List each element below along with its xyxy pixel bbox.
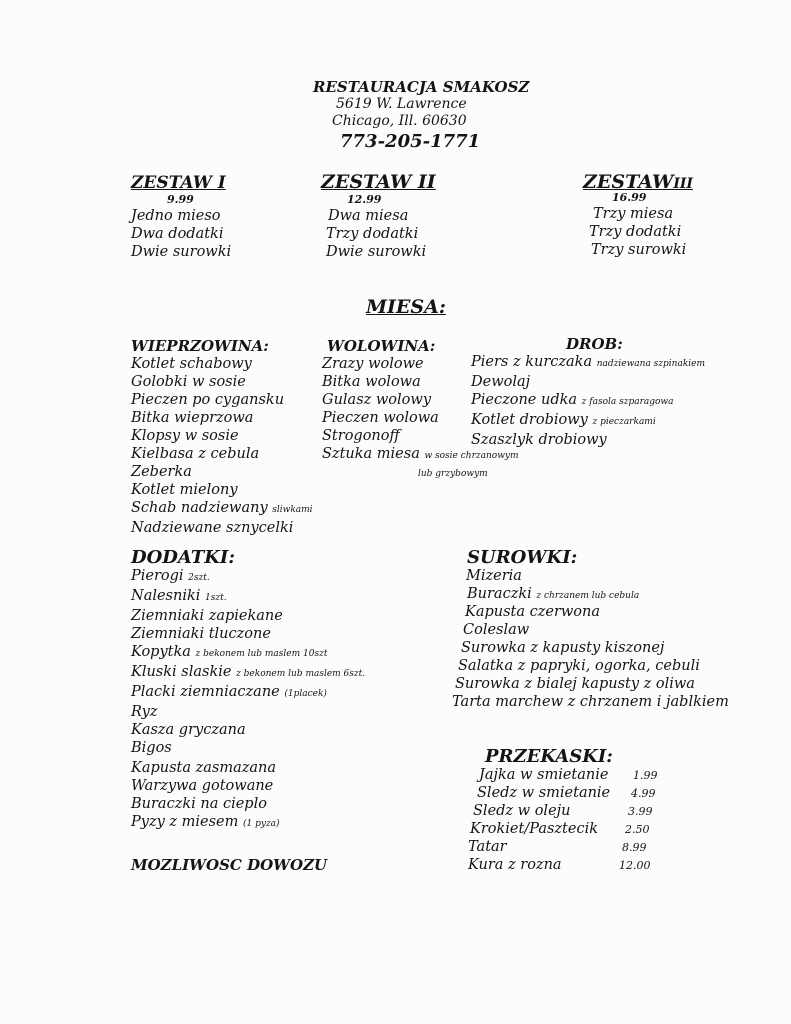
item-name: Gulasz wolowy (322, 392, 432, 408)
phone-number: 773-205-1771 (340, 131, 481, 152)
item-note: z fasola szparagowa (581, 397, 674, 407)
list-item (131, 721, 365, 739)
list-item: Sledz w smietanie (477, 785, 611, 801)
item-name: Kielbasa z cebula (131, 446, 260, 462)
list-item (131, 499, 313, 519)
dodatki-list (131, 567, 365, 833)
item-note: 2szt. (188, 573, 210, 583)
list-item (131, 739, 365, 757)
list-item (131, 683, 365, 703)
surowki-heading: SUROWKI: (467, 547, 578, 568)
set-3-items (589, 205, 686, 259)
list-item: Tatar (468, 839, 507, 855)
item-name: Placki ziemniaczane (131, 684, 280, 700)
list-item (131, 759, 365, 777)
item-note: z bekonem lub maslem 6szt. (236, 669, 366, 679)
item-name: Nadziewane sznycelki (131, 520, 294, 536)
set-1-items (131, 207, 231, 261)
item-name: Warzywa gotowane (131, 778, 274, 794)
list-item: Sledz w oleju (473, 803, 571, 819)
item-note: 1szt. (205, 593, 227, 603)
list-item (131, 373, 313, 391)
item-name: Pieczen po cygansku (131, 392, 285, 408)
list-item (131, 409, 313, 427)
item-name: Ryz (131, 704, 158, 720)
set-3-title-main: ZESTAW (583, 171, 674, 193)
item-name: Golobki w sosie (131, 374, 246, 390)
set-1-title: ZESTAW I (131, 173, 226, 193)
list-item (461, 639, 664, 657)
list-item (131, 813, 365, 833)
set-item: Trzy dodatki (326, 226, 419, 242)
przekaski-heading: PRZEKASKI: (485, 746, 613, 767)
list-item (471, 353, 705, 373)
item-name: Kasza gryczana (131, 722, 246, 738)
wieprzowina-heading: WIEPRZOWINA: (131, 337, 269, 355)
list-item (463, 621, 529, 639)
set-3-title (583, 171, 693, 193)
item-name: Surowka z bialej kapusty z oliwa (455, 676, 695, 692)
list-item (131, 463, 313, 481)
set-item: Dwie surowki (131, 244, 232, 260)
address-city: Chicago, Ill. 60630 (332, 113, 467, 129)
item-name: Coleslaw (463, 622, 530, 638)
list-item (466, 567, 522, 585)
item-price: 8.99 (622, 841, 647, 854)
item-price: 2.50 (625, 823, 650, 836)
item-note-continuation: lub grzybowym (418, 469, 488, 479)
item-name: Bitka wolowa (322, 374, 421, 390)
item-name: Pieczen wolowa (322, 410, 439, 426)
set-item: Trzy dodatki (589, 224, 682, 240)
item-name: Pyzy z miesem (131, 814, 239, 830)
item-name: Ziemniaki zapiekane (131, 608, 283, 624)
item-name: Bitka wieprzowa (131, 410, 254, 426)
address-street: 5619 W. Lawrence (336, 96, 467, 112)
item-note: (1 pyza) (243, 819, 280, 829)
item-name: Tarta marchew z chrzanem i jablkiem (452, 694, 729, 710)
set-item: Jedno mieso (131, 208, 221, 224)
list-item (131, 355, 313, 373)
set-2-items (326, 207, 426, 261)
item-price: 4.99 (631, 787, 656, 800)
item-name: Surowka z kapusty kiszonej (461, 640, 665, 656)
list-item (131, 663, 365, 683)
set-1-price: 9.99 (167, 193, 194, 206)
item-name: Zeberka (131, 464, 192, 480)
list-item (131, 795, 365, 813)
item-name: Pieczone udka (471, 392, 578, 408)
set-item: Trzy miesa (593, 206, 674, 222)
item-name: Ziemniaki tluczone (131, 626, 271, 642)
set-item: Dwie surowki (326, 244, 427, 260)
list-item: Krokiet/Pasztecik (470, 821, 598, 837)
item-note: z chrzanem lub cebula (536, 591, 640, 601)
item-price: 1.99 (633, 769, 658, 782)
list-item (455, 675, 695, 693)
item-name: Kotlet mielony (131, 482, 238, 498)
list-item (471, 431, 705, 449)
item-name: Dewolaj (471, 374, 531, 390)
set-item: Dwa miesa (328, 208, 409, 224)
item-name: Buraczki (467, 586, 532, 602)
item-name: Salatka z papryki, ogorka, cebuli (458, 658, 700, 674)
item-note: z pieczarkami (592, 417, 656, 427)
drob-heading: DROB: (566, 335, 623, 353)
item-name: Kluski slaskie (131, 664, 232, 680)
item-name: Zrazy wolowe (322, 356, 424, 372)
list-item (131, 777, 365, 795)
item-name: Bigos (131, 740, 172, 756)
wolowina-heading: WOLOWINA: (327, 337, 436, 355)
item-name: Piers z kurczaka (471, 354, 593, 370)
wieprzowina-list (131, 355, 313, 537)
item-name: Kapusta czerwona (465, 604, 601, 620)
item-name: Schab nadziewany (131, 500, 268, 516)
miesa-heading: MIESA: (366, 296, 446, 318)
list-item (131, 391, 313, 409)
list-item (131, 445, 313, 463)
item-name: Strogonoff (322, 428, 400, 444)
set-2-price: 12.99 (347, 193, 382, 206)
list-item (131, 703, 365, 721)
item-name: Sztuka miesa (322, 446, 420, 462)
item-name: Kapusta zasmazana (131, 760, 277, 776)
list-item (452, 693, 729, 711)
list-item (465, 603, 600, 621)
item-name: Kopytka (131, 644, 191, 660)
list-item (471, 411, 705, 431)
list-item (471, 373, 705, 391)
list-item (131, 625, 365, 643)
list-item (131, 481, 313, 499)
item-note: w sosie chrzanowym (424, 451, 519, 461)
item-note: sliwkami (272, 505, 313, 515)
list-item (131, 643, 365, 663)
item-name: Nalesniki (131, 588, 201, 604)
list-item: Jajka w smietanie (479, 767, 609, 783)
list-item: Kura z rozna (468, 857, 562, 873)
item-name: Kotlet drobiowy (471, 412, 588, 428)
item-name: Szaszlyk drobiowy (471, 432, 607, 448)
item-name: Mizeria (466, 568, 522, 584)
item-name: Buraczki na cieplo (131, 796, 267, 812)
set-2-title: ZESTAW II (321, 171, 436, 193)
item-note: z bekonem lub maslem 10szt (195, 649, 328, 659)
item-price: 12.00 (619, 859, 651, 872)
restaurant-name: RESTAURACJA SMAKOSZ (313, 78, 530, 96)
drob-list (471, 353, 705, 449)
item-note: (1placek) (284, 689, 327, 699)
item-name: Kotlet schabowy (131, 356, 252, 372)
item-price: 3.99 (628, 805, 653, 818)
item-name: Pierogi (131, 568, 184, 584)
set-3-price: 16.99 (612, 191, 647, 204)
list-item (131, 519, 313, 537)
list-item (458, 657, 700, 675)
delivery-note: MOZLIWOSC DOWOZU (131, 856, 328, 874)
dodatki-heading: DODATKI: (131, 547, 235, 568)
list-item (467, 585, 639, 605)
set-item: Trzy surowki (591, 242, 687, 258)
list-item (471, 391, 705, 411)
list-item (131, 607, 365, 625)
item-name: Klopsy w sosie (131, 428, 239, 444)
list-item (131, 567, 365, 587)
list-item (131, 427, 313, 445)
list-item (131, 587, 365, 607)
set-3-title-suffix: III (673, 176, 693, 192)
item-note: nadziewana szpinakiem (596, 359, 706, 369)
set-item: Dwa dodatki (131, 226, 224, 242)
